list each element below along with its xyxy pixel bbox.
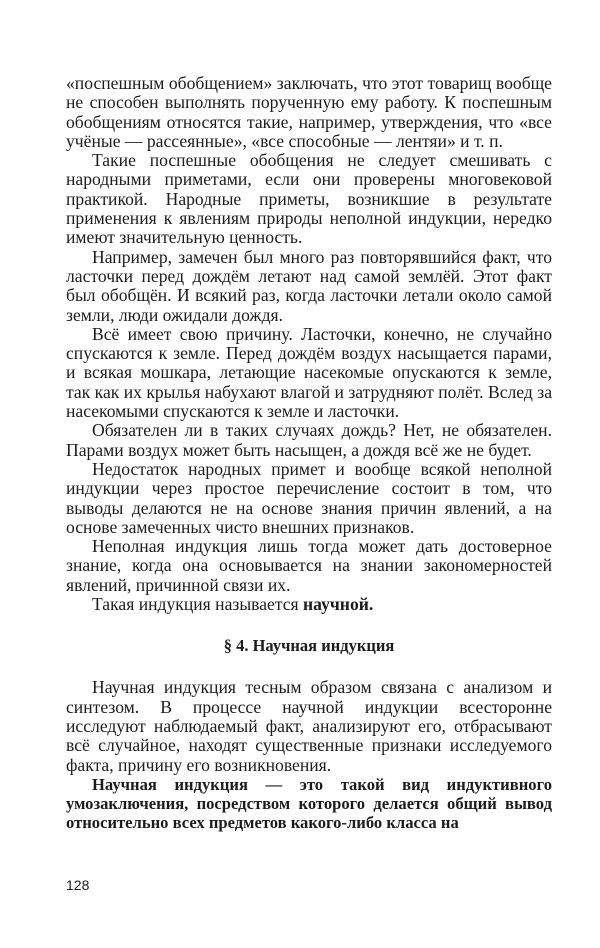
page-body	[66, 74, 552, 833]
paragraph-9: Научная индукция тесным образом связана с анализом и синтезом. В процессе научной индукции всесторонне исследуют наблюдаемый факт, анализируют его, отбрасывают всё случайное, находят существенные признаки исследуемого факта, причину его возникновения.	[66, 677, 552, 775]
paragraph-1: «поспешным обобщением» заключать, что этот товарищ вообще не способен выполнять порученную ему работу. К поспешным обобщениям относятся такие, например, утверждения, что «все учёные — рассеянные», «все способные — лентяи» и т. п.	[66, 73, 552, 151]
paragraph-2: Такие поспешные обобщения не следует смешивать с народными приметами, если они проверены многовековой практикой. Народные приметы, возникшие в результате применения к явлениям природы неполной индукции, нередко имеют значительную ценность.	[66, 150, 552, 248]
page-number: 128	[66, 877, 90, 893]
paragraph-8	[66, 595, 552, 614]
paragraph-8-text: Такая индукция называется	[92, 594, 304, 615]
paragraph-6: Недостаток народных примет и вообще всякой неполной индукции через простое перечисление состоит в том, что выводы делаются не на основе знания причин явлений, а на основе замеченных чисто внешних признаков.	[66, 458, 552, 537]
term-scientific: научной.	[303, 594, 374, 615]
definition-paragraph: Научная индукция — это такой вид индуктивного умозаключения, посредством которого делается общий вывод относительно всех предметов какого-либо класса на	[66, 774, 552, 833]
paragraph-4: Всё имеет свою причину. Ласточки, конечно, не случайно спускаются к земле. Перед дождём воздух насыщается парами, и всякая мошкара, летающие насекомые опускаются к земле, так как их крылья набухают влагой и затрудняют полёт. Вслед за насекомыми спускаются к земле и ласточки.	[66, 323, 552, 422]
paragraph-3: Например, замечен был много раз повторявшийся факт, что ласточки перед дождём летают над самой землёй. Этот факт был обобщён. И всякий раз, когда ласточки летали около самой земли, люди ожидали дождя.	[66, 246, 552, 325]
paragraph-5: Обязателен ли в таких случаях дождь? Нет, не обязателен. Парами воздух может быть насыщен, а дождя всё же не будет.	[66, 420, 552, 460]
paragraph-7: Неполная индукция лишь тогда может дать достоверное знание, когда она основывается на знании закономерностей явлений, причинной связи их.	[66, 536, 552, 595]
section-heading: § 4. Научная индукция	[223, 636, 395, 656]
